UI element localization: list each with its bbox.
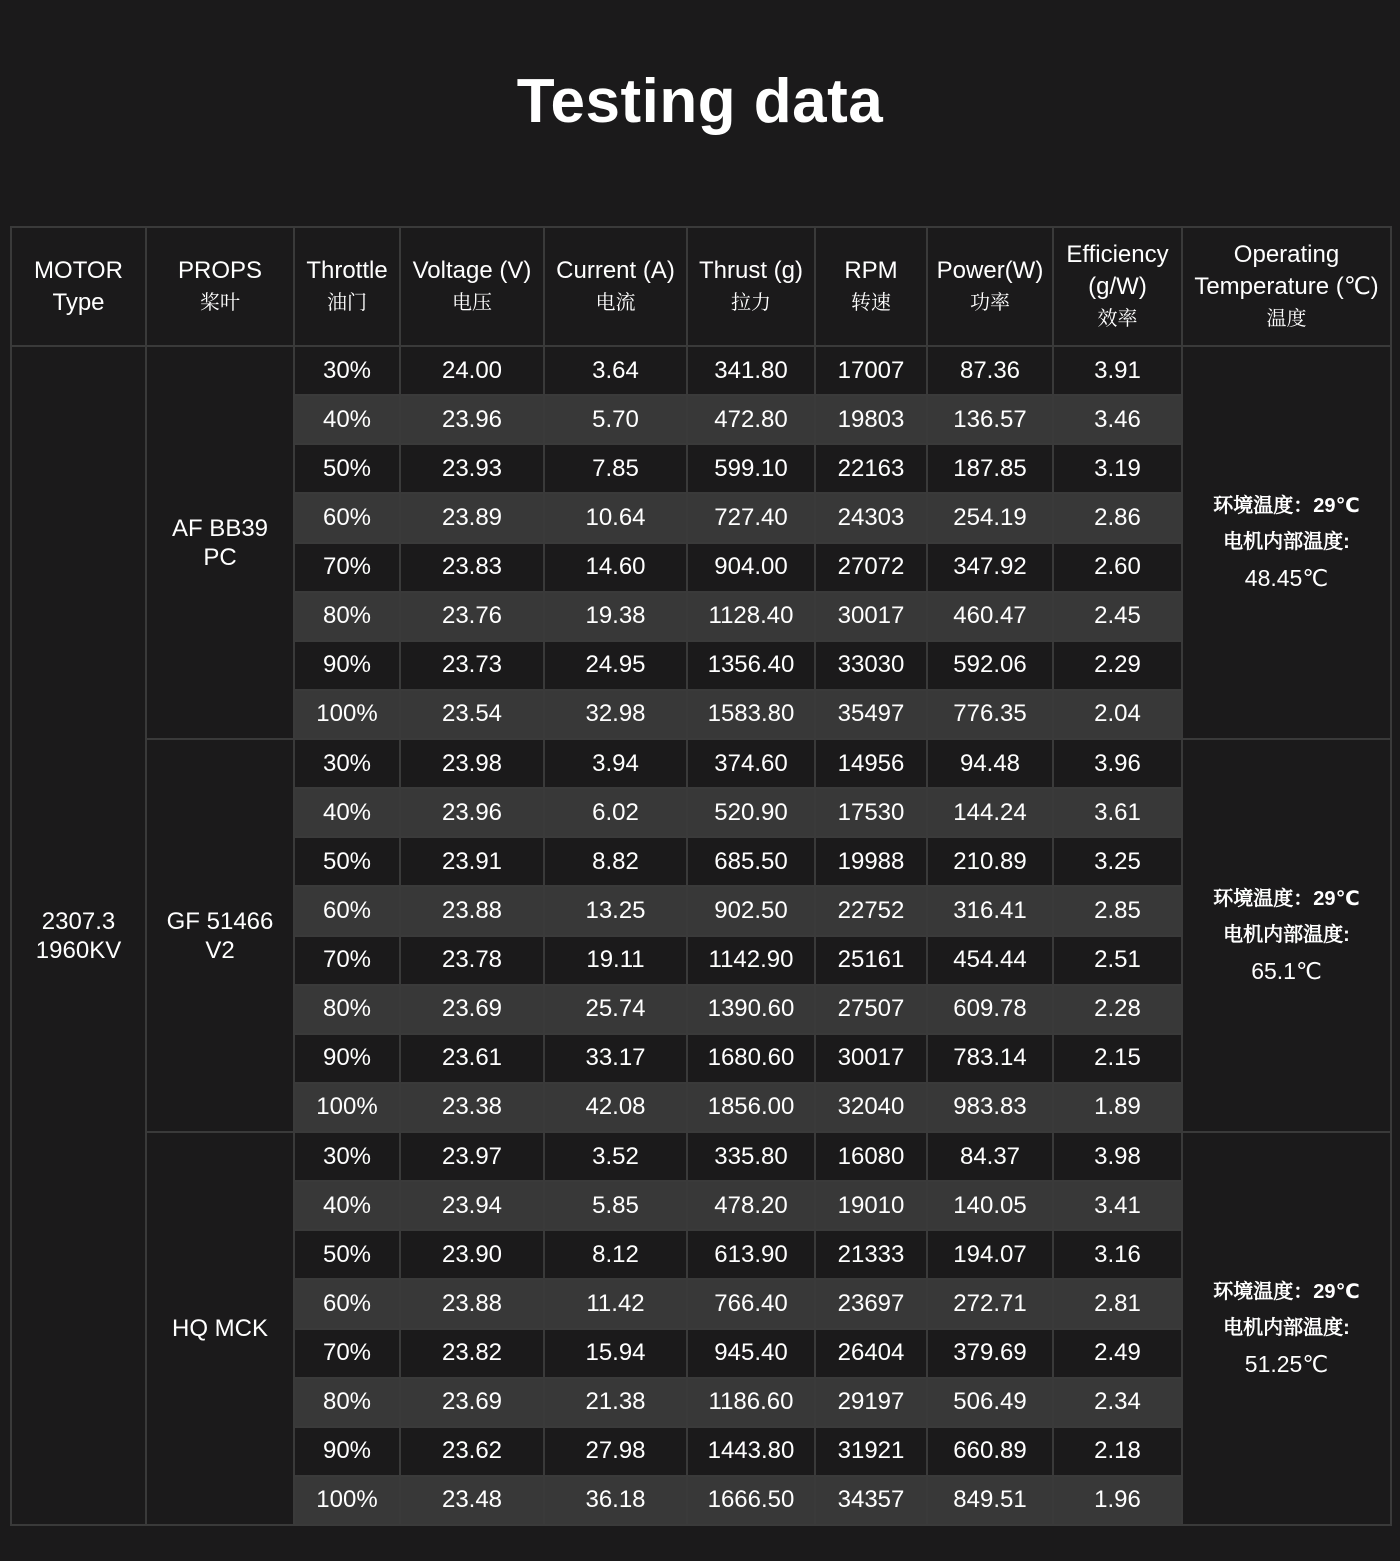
- header-voltage-label: Voltage (V): [412, 256, 532, 284]
- efficiency-cell: 2.18: [1053, 1427, 1182, 1476]
- throttle-cell: 80%: [294, 985, 400, 1034]
- motor-type-line1: 2307.3: [41, 907, 116, 935]
- rpm-cell: 27507: [815, 985, 927, 1034]
- current-cell: 10.64: [544, 493, 687, 542]
- efficiency-cell: 3.41: [1053, 1181, 1182, 1230]
- power-cell: 460.47: [927, 592, 1053, 641]
- rpm-cell: 29197: [815, 1378, 927, 1427]
- throttle-cell: 30%: [294, 1132, 400, 1181]
- ambient-temperature: 环境温度：29℃: [1213, 494, 1360, 517]
- thrust-cell: 613.90: [687, 1230, 815, 1279]
- prop-cell: [146, 1132, 294, 1525]
- header-power-label: Power(W): [936, 256, 1044, 284]
- header-rpm-cn: 转速: [851, 291, 891, 314]
- efficiency-cell: 2.81: [1053, 1279, 1182, 1328]
- throttle-cell: 60%: [294, 493, 400, 542]
- efficiency-cell: 3.96: [1053, 739, 1182, 788]
- current-cell: 21.38: [544, 1378, 687, 1427]
- current-cell: 3.52: [544, 1132, 687, 1181]
- header-motor-type-label: MOTOR Type: [34, 256, 123, 316]
- current-cell: 33.17: [544, 1034, 687, 1083]
- thrust-cell: 1356.40: [687, 641, 815, 690]
- header-voltage: [400, 227, 544, 346]
- header-efficiency-cn: 效率: [1097, 307, 1138, 330]
- voltage-cell: 23.88: [400, 1279, 544, 1328]
- temperature-cell: [1182, 739, 1391, 1132]
- thrust-cell: 1856.00: [687, 1083, 815, 1132]
- rpm-cell: 34357: [815, 1476, 927, 1525]
- throttle-cell: 90%: [294, 1034, 400, 1083]
- current-cell: 24.95: [544, 641, 687, 690]
- table-body: [11, 346, 1391, 1525]
- current-cell: 7.85: [544, 444, 687, 493]
- throttle-cell: 50%: [294, 1230, 400, 1279]
- prop-cell: [146, 739, 294, 1132]
- efficiency-cell: 2.86: [1053, 493, 1182, 542]
- efficiency-cell: 3.91: [1053, 346, 1182, 395]
- thrust-cell: 374.60: [687, 739, 815, 788]
- prop-name-line1: HQ MCK: [172, 1315, 268, 1342]
- temperature-cell: [1182, 1132, 1391, 1525]
- table-row: [11, 739, 1391, 788]
- power-cell: 776.35: [927, 690, 1053, 739]
- efficiency-cell: 3.19: [1053, 444, 1182, 493]
- current-cell: 8.82: [544, 837, 687, 886]
- rpm-cell: 19988: [815, 837, 927, 886]
- efficiency-cell: 2.34: [1053, 1378, 1182, 1427]
- rpm-cell: 19803: [815, 395, 927, 444]
- thrust-cell: 945.40: [687, 1329, 815, 1378]
- power-cell: 660.89: [927, 1427, 1053, 1476]
- current-cell: 11.42: [544, 1279, 687, 1328]
- efficiency-cell: 2.04: [1053, 690, 1182, 739]
- throttle-cell: 40%: [294, 395, 400, 444]
- voltage-cell: 23.90: [400, 1230, 544, 1279]
- header-props-cn: 桨叶: [200, 291, 240, 314]
- header-temperature: [1182, 227, 1391, 346]
- throttle-cell: 30%: [294, 739, 400, 788]
- header-current-cn: 电流: [595, 291, 636, 314]
- header-efficiency: [1053, 227, 1182, 346]
- power-cell: 144.24: [927, 788, 1053, 837]
- header-row: [11, 227, 1391, 346]
- rpm-cell: 21333: [815, 1230, 927, 1279]
- throttle-cell: 100%: [294, 1083, 400, 1132]
- thrust-cell: 335.80: [687, 1132, 815, 1181]
- motor-type-line2: 1960KV: [35, 936, 122, 964]
- header-throttle-cn: 油门: [327, 291, 367, 314]
- throttle-cell: 100%: [294, 1476, 400, 1525]
- throttle-cell: 70%: [294, 1329, 400, 1378]
- thrust-cell: 341.80: [687, 346, 815, 395]
- thrust-cell: 1583.80: [687, 690, 815, 739]
- thrust-cell: 599.10: [687, 444, 815, 493]
- power-cell: 609.78: [927, 985, 1053, 1034]
- thrust-cell: 727.40: [687, 493, 815, 542]
- header-thrust-cn: 拉力: [731, 291, 771, 314]
- throttle-cell: 70%: [294, 936, 400, 985]
- header-current: [544, 227, 687, 346]
- efficiency-cell: 2.15: [1053, 1034, 1182, 1083]
- testing-data-table: [10, 226, 1392, 1526]
- power-cell: 254.19: [927, 493, 1053, 542]
- throttle-cell: 80%: [294, 592, 400, 641]
- current-cell: 5.70: [544, 395, 687, 444]
- rpm-cell: 32040: [815, 1083, 927, 1132]
- current-cell: 15.94: [544, 1329, 687, 1378]
- thrust-cell: 766.40: [687, 1279, 815, 1328]
- thrust-cell: 1666.50: [687, 1476, 815, 1525]
- rpm-cell: 14956: [815, 739, 927, 788]
- motor-type-cell: [11, 346, 146, 1525]
- current-cell: 42.08: [544, 1083, 687, 1132]
- power-cell: 87.36: [927, 346, 1053, 395]
- header-rpm: [815, 227, 927, 346]
- header-throttle: [294, 227, 400, 346]
- current-cell: 25.74: [544, 985, 687, 1034]
- efficiency-cell: 2.85: [1053, 886, 1182, 935]
- header-thrust: [687, 227, 815, 346]
- voltage-cell: 23.82: [400, 1329, 544, 1378]
- current-cell: 5.85: [544, 1181, 687, 1230]
- throttle-cell: 30%: [294, 346, 400, 395]
- efficiency-cell: 3.61: [1053, 788, 1182, 837]
- rpm-cell: 27072: [815, 543, 927, 592]
- efficiency-cell: 2.29: [1053, 641, 1182, 690]
- power-cell: 983.83: [927, 1083, 1053, 1132]
- current-cell: 36.18: [544, 1476, 687, 1525]
- thrust-cell: 478.20: [687, 1181, 815, 1230]
- prop-name-line1: GF 51466: [166, 907, 274, 935]
- voltage-cell: 24.00: [400, 346, 544, 395]
- temperature-cell: [1182, 346, 1391, 739]
- thrust-cell: 1443.80: [687, 1427, 815, 1476]
- header-efficiency-label: Efficiency (g/W): [1066, 240, 1169, 300]
- throttle-cell: 60%: [294, 1279, 400, 1328]
- header-throttle-label: Throttle: [306, 256, 388, 284]
- power-cell: 316.41: [927, 886, 1053, 935]
- rpm-cell: 23697: [815, 1279, 927, 1328]
- thrust-cell: 1142.90: [687, 936, 815, 985]
- current-cell: 3.64: [544, 346, 687, 395]
- thrust-cell: 520.90: [687, 788, 815, 837]
- throttle-cell: 70%: [294, 543, 400, 592]
- internal-temperature-value: 51.25℃: [1244, 1350, 1329, 1377]
- rpm-cell: 35497: [815, 690, 927, 739]
- efficiency-cell: 2.45: [1053, 592, 1182, 641]
- rpm-cell: 30017: [815, 592, 927, 641]
- power-cell: 849.51: [927, 1476, 1053, 1525]
- power-cell: 84.37: [927, 1132, 1053, 1181]
- testing-data-table-wrapper: [10, 226, 1390, 1526]
- thrust-cell: 1390.60: [687, 985, 815, 1034]
- voltage-cell: 23.78: [400, 936, 544, 985]
- efficiency-cell: 2.49: [1053, 1329, 1182, 1378]
- efficiency-cell: 1.96: [1053, 1476, 1182, 1525]
- voltage-cell: 23.89: [400, 493, 544, 542]
- rpm-cell: 30017: [815, 1034, 927, 1083]
- header-power-cn: 功率: [970, 291, 1010, 314]
- power-cell: 94.48: [927, 739, 1053, 788]
- internal-temperature-value: 65.1℃: [1251, 957, 1322, 984]
- rpm-cell: 16080: [815, 1132, 927, 1181]
- power-cell: 140.05: [927, 1181, 1053, 1230]
- current-cell: 8.12: [544, 1230, 687, 1279]
- power-cell: 454.44: [927, 936, 1053, 985]
- thrust-cell: 685.50: [687, 837, 815, 886]
- header-voltage-cn: 电压: [452, 291, 492, 314]
- current-cell: 27.98: [544, 1427, 687, 1476]
- rpm-cell: 24303: [815, 493, 927, 542]
- thrust-cell: 1680.60: [687, 1034, 815, 1083]
- power-cell: 136.57: [927, 395, 1053, 444]
- voltage-cell: 23.54: [400, 690, 544, 739]
- table-row: [11, 1132, 1391, 1181]
- efficiency-cell: 1.89: [1053, 1083, 1182, 1132]
- voltage-cell: 23.94: [400, 1181, 544, 1230]
- voltage-cell: 23.96: [400, 395, 544, 444]
- thrust-cell: 904.00: [687, 543, 815, 592]
- page-title: Testing data: [516, 67, 884, 136]
- power-cell: 379.69: [927, 1329, 1053, 1378]
- prop-name-line2: V2: [205, 936, 235, 964]
- efficiency-cell: 3.16: [1053, 1230, 1182, 1279]
- power-cell: 210.89: [927, 837, 1053, 886]
- throttle-cell: 90%: [294, 1427, 400, 1476]
- voltage-cell: 23.98: [400, 739, 544, 788]
- power-cell: 194.07: [927, 1230, 1053, 1279]
- internal-temperature-label: 电机内部温度:: [1223, 923, 1350, 946]
- ambient-temperature: 环境温度：29℃: [1213, 1280, 1360, 1303]
- rpm-cell: 22752: [815, 886, 927, 935]
- voltage-cell: 23.48: [400, 1476, 544, 1525]
- efficiency-cell: 2.28: [1053, 985, 1182, 1034]
- current-cell: 14.60: [544, 543, 687, 592]
- voltage-cell: 23.76: [400, 592, 544, 641]
- throttle-cell: 100%: [294, 690, 400, 739]
- efficiency-cell: 3.98: [1053, 1132, 1182, 1181]
- thrust-cell: 902.50: [687, 886, 815, 935]
- thrust-cell: 472.80: [687, 395, 815, 444]
- prop-cell: [146, 346, 294, 739]
- efficiency-cell: 2.60: [1053, 543, 1182, 592]
- rpm-cell: 17530: [815, 788, 927, 837]
- throttle-cell: 40%: [294, 788, 400, 837]
- throttle-cell: 50%: [294, 837, 400, 886]
- header-power: [927, 227, 1053, 346]
- header-props: [146, 227, 294, 346]
- rpm-cell: 26404: [815, 1329, 927, 1378]
- ambient-temperature: 环境温度：29℃: [1213, 887, 1360, 910]
- header-temperature-cn: 温度: [1266, 307, 1307, 330]
- current-cell: 3.94: [544, 739, 687, 788]
- power-cell: 187.85: [927, 444, 1053, 493]
- voltage-cell: 23.69: [400, 985, 544, 1034]
- current-cell: 13.25: [544, 886, 687, 935]
- voltage-cell: 23.62: [400, 1427, 544, 1476]
- efficiency-cell: 3.46: [1053, 395, 1182, 444]
- voltage-cell: 23.38: [400, 1083, 544, 1132]
- internal-temperature-value: 48.45℃: [1244, 564, 1329, 591]
- voltage-cell: 23.93: [400, 444, 544, 493]
- current-cell: 19.11: [544, 936, 687, 985]
- current-cell: 32.98: [544, 690, 687, 739]
- table-row: [11, 346, 1391, 395]
- throttle-cell: 90%: [294, 641, 400, 690]
- throttle-cell: 80%: [294, 1378, 400, 1427]
- voltage-cell: 23.91: [400, 837, 544, 886]
- rpm-cell: 19010: [815, 1181, 927, 1230]
- rpm-cell: 22163: [815, 444, 927, 493]
- throttle-cell: 60%: [294, 886, 400, 935]
- rpm-cell: 17007: [815, 346, 927, 395]
- current-cell: 6.02: [544, 788, 687, 837]
- voltage-cell: 23.96: [400, 788, 544, 837]
- power-cell: 347.92: [927, 543, 1053, 592]
- efficiency-cell: 3.25: [1053, 837, 1182, 886]
- voltage-cell: 23.61: [400, 1034, 544, 1083]
- power-cell: 506.49: [927, 1378, 1053, 1427]
- voltage-cell: 23.97: [400, 1132, 544, 1181]
- rpm-cell: 31921: [815, 1427, 927, 1476]
- header-temperature-label: Operating Temperature (℃): [1194, 240, 1379, 300]
- header-thrust-label: Thrust (g): [698, 256, 803, 284]
- throttle-cell: 40%: [294, 1181, 400, 1230]
- voltage-cell: 23.73: [400, 641, 544, 690]
- header-motor-type: [11, 227, 146, 346]
- internal-temperature-label: 电机内部温度:: [1223, 1316, 1350, 1339]
- current-cell: 19.38: [544, 592, 687, 641]
- thrust-cell: 1186.60: [687, 1378, 815, 1427]
- power-cell: 592.06: [927, 641, 1053, 690]
- header-rpm-label: RPM: [844, 256, 898, 284]
- voltage-cell: 23.69: [400, 1378, 544, 1427]
- header-props-label: PROPS: [177, 256, 263, 284]
- rpm-cell: 25161: [815, 936, 927, 985]
- prop-name-line1: AF BB39: [171, 514, 269, 542]
- voltage-cell: 23.88: [400, 886, 544, 935]
- thrust-cell: 1128.40: [687, 592, 815, 641]
- power-cell: 272.71: [927, 1279, 1053, 1328]
- throttle-cell: 50%: [294, 444, 400, 493]
- header-current-label: Current (A): [556, 256, 675, 284]
- voltage-cell: 23.83: [400, 543, 544, 592]
- prop-name-line2: PC: [203, 543, 237, 571]
- efficiency-cell: 2.51: [1053, 936, 1182, 985]
- power-cell: 783.14: [927, 1034, 1053, 1083]
- internal-temperature-label: 电机内部温度:: [1223, 530, 1350, 553]
- rpm-cell: 33030: [815, 641, 927, 690]
